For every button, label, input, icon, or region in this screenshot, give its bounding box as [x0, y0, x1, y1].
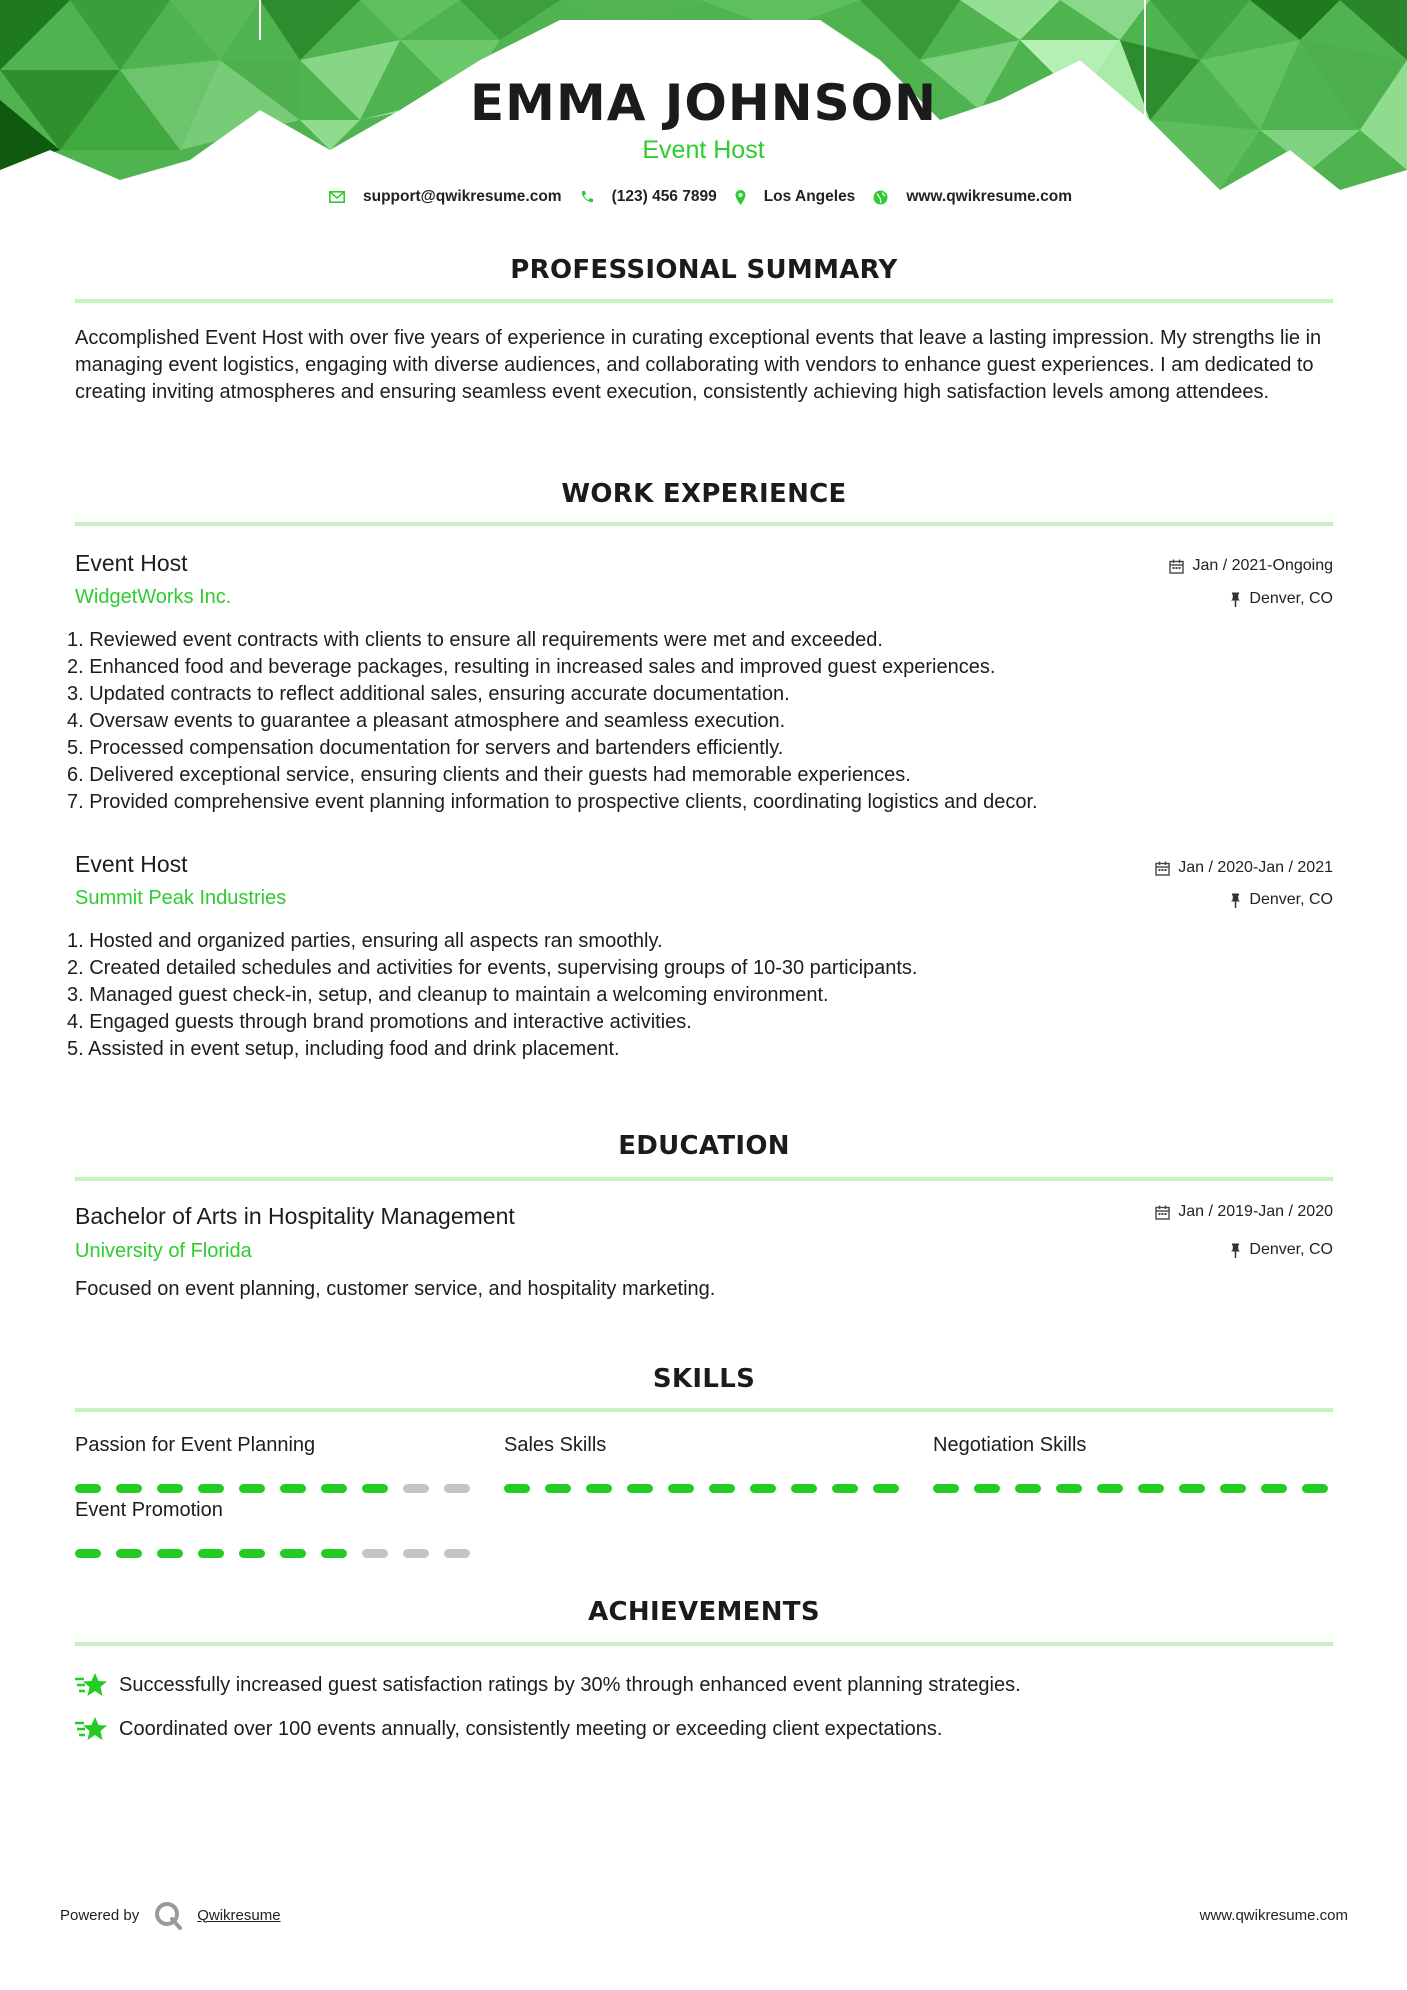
powered-by-label: Powered by — [60, 1906, 140, 1924]
skill-dot-filled — [321, 1484, 347, 1493]
education-school: University of Florida — [75, 1240, 252, 1262]
pushpin-icon — [1230, 1243, 1241, 1258]
skill-dot-filled — [116, 1549, 142, 1558]
skill-dot-filled — [321, 1549, 347, 1558]
skill-dot-filled — [1302, 1484, 1328, 1493]
experience-divider — [75, 522, 1333, 526]
education-degree: Bachelor of Arts in Hospitality Management — [75, 1203, 515, 1229]
summary-divider — [75, 299, 1333, 303]
map-pin-icon — [735, 190, 746, 205]
skill-dot-filled — [832, 1484, 858, 1493]
list-item: 4. Oversaw events to guarantee a pleasant atmosphere and seamless execution. — [67, 710, 786, 732]
job-1-location-text: Denver, CO — [1249, 590, 1333, 607]
star-icon — [75, 1670, 109, 1700]
skill-dot-empty — [403, 1484, 429, 1493]
skills-heading: SKILLS — [652, 1364, 756, 1394]
envelope-icon — [329, 191, 345, 203]
skill-dot-filled — [1097, 1484, 1123, 1493]
summary-text: Accomplished Event Host with over five years of experience in curating exceptional events that leave a lasting impression. My strengths lie in managing event logistics, engaging with diverse audiences, and collaborating with vendors to enhance guest experiences. I am dedicated to creating inviting atmospheres and ensuring seamless event execution, consistently achieving high satisfaction levels among attendees. — [75, 327, 1322, 403]
calendar-icon — [1155, 1205, 1170, 1220]
skills-divider — [75, 1408, 1333, 1412]
phone-icon — [580, 190, 594, 204]
contact-location — [735, 188, 856, 206]
skill-dot-empty — [403, 1549, 429, 1558]
globe-icon — [873, 190, 888, 205]
qwikresume-logo-icon — [153, 1900, 183, 1930]
achievements-divider — [75, 1642, 1333, 1646]
skill-name: Sales Skills — [504, 1434, 607, 1456]
skill-dot-filled — [157, 1484, 183, 1493]
education-location — [1230, 1241, 1333, 1259]
pushpin-icon — [1230, 592, 1241, 607]
email-text: support@qwikresume.com — [363, 188, 562, 205]
job-2-company: Summit Peak Industries — [75, 887, 287, 909]
skill-name: Negotiation Skills — [933, 1434, 1087, 1456]
footer-powered-by — [60, 1900, 281, 1930]
skill-dot-filled — [239, 1549, 265, 1558]
education-divider — [75, 1177, 1333, 1181]
skill-dot-filled — [873, 1484, 899, 1493]
skill-dot-filled — [974, 1484, 1000, 1493]
location-text: Los Angeles — [763, 188, 856, 205]
star-icon — [75, 1714, 109, 1744]
skill-item — [75, 1434, 475, 1493]
calendar-icon — [1169, 559, 1184, 574]
skill-level-meter — [75, 1484, 475, 1493]
contact-website[interactable] — [873, 188, 1072, 206]
job-2-dates-text: Jan / 2020-Jan / 2021 — [1178, 859, 1333, 876]
list-item: 5. Assisted in event setup, including food and drink placement. — [67, 1038, 620, 1060]
contact-bar — [0, 188, 1407, 206]
list-item: 2. Created detailed schedules and activities for events, supervising groups of 10-30 participants. — [67, 957, 918, 979]
skill-dot-filled — [280, 1549, 306, 1558]
skill-level-meter — [75, 1549, 475, 1558]
footer-website[interactable]: www.qwikresume.com — [1199, 1907, 1348, 1924]
skill-dot-filled — [239, 1484, 265, 1493]
skill-dot-filled — [1220, 1484, 1246, 1493]
skill-dot-filled — [280, 1484, 306, 1493]
skill-dot-filled — [791, 1484, 817, 1493]
skill-dot-filled — [362, 1484, 388, 1493]
job-1-bullets — [67, 627, 1337, 816]
skill-dot-filled — [586, 1484, 612, 1493]
skill-dot-filled — [1138, 1484, 1164, 1493]
skill-dot-filled — [627, 1484, 653, 1493]
skill-item — [75, 1499, 475, 1558]
education-dates-text: Jan / 2019-Jan / 2020 — [1178, 1203, 1333, 1220]
skill-dot-filled — [933, 1484, 959, 1493]
website-text: www.qwikresume.com — [906, 188, 1072, 205]
skill-dot-filled — [75, 1484, 101, 1493]
list-item: 2. Enhanced food and beverage packages, resulting in increased sales and improved guest experiences. — [67, 656, 996, 678]
job-1-title: Event Host — [75, 550, 188, 576]
skill-name: Event Promotion — [75, 1499, 223, 1521]
skill-item — [504, 1434, 904, 1493]
education-dates — [1155, 1203, 1333, 1221]
skill-dot-filled — [1261, 1484, 1287, 1493]
contact-email[interactable] — [329, 188, 562, 206]
skill-dot-empty — [444, 1484, 470, 1493]
skill-item — [933, 1434, 1333, 1493]
skill-dot-filled — [1056, 1484, 1082, 1493]
qwikresume-link[interactable]: Qwikresume — [197, 1906, 281, 1924]
list-item: 4. Engaged guests through brand promotions and interactive activities. — [67, 1011, 692, 1033]
candidate-name: EMMA JOHNSON — [470, 74, 937, 132]
experience-heading: WORK EXPERIENCE — [561, 479, 847, 509]
skill-dot-empty — [444, 1549, 470, 1558]
skill-dot-filled — [668, 1484, 694, 1493]
job-1-dates — [1169, 557, 1333, 575]
skill-dot-filled — [157, 1549, 183, 1558]
job-2-bullets — [67, 928, 1337, 1063]
skill-dot-filled — [545, 1484, 571, 1493]
pushpin-icon — [1230, 893, 1241, 908]
list-item: 6. Delivered exceptional service, ensuring clients and their guests had memorable experiences. — [67, 764, 911, 786]
skill-dot-empty — [362, 1549, 388, 1558]
achievement-item — [75, 1670, 1021, 1700]
skill-dot-filled — [750, 1484, 776, 1493]
candidate-title: Event Host — [642, 136, 765, 164]
job-2-location-text: Denver, CO — [1249, 891, 1333, 908]
achievement-text: Successfully increased guest satisfaction ratings by 30% through enhanced event planning strategies. — [119, 1673, 1021, 1696]
list-item: 3. Updated contracts to reflect additional sales, ensuring accurate documentation. — [67, 683, 790, 705]
list-item: 5. Processed compensation documentation for servers and bartenders efficiently. — [67, 737, 784, 759]
contact-phone[interactable] — [580, 188, 717, 206]
skill-dot-filled — [198, 1484, 224, 1493]
job-2-title: Event Host — [75, 851, 188, 877]
skill-dot-filled — [116, 1484, 142, 1493]
skill-level-meter — [504, 1484, 904, 1493]
skill-name: Passion for Event Planning — [75, 1434, 316, 1456]
job-1-location — [1230, 590, 1333, 608]
calendar-icon — [1155, 861, 1170, 876]
job-2-location — [1230, 891, 1333, 909]
skill-level-meter — [933, 1484, 1333, 1493]
skill-dot-filled — [709, 1484, 735, 1493]
job-2-dates — [1155, 859, 1333, 877]
list-item: 3. Managed guest check-in, setup, and cleanup to maintain a welcoming environment. — [67, 984, 829, 1006]
list-item: 1. Hosted and organized parties, ensuring all aspects ran smoothly. — [67, 930, 663, 952]
skill-dot-filled — [504, 1484, 530, 1493]
skill-dot-filled — [1015, 1484, 1041, 1493]
list-item: 1. Reviewed event contracts with clients to ensure all requirements were met and exceeded. — [67, 629, 883, 651]
achievement-item — [75, 1714, 942, 1744]
achievements-heading: ACHIEVEMENTS — [588, 1597, 820, 1627]
education-location-text: Denver, CO — [1249, 1241, 1333, 1258]
job-1-company: WidgetWorks Inc. — [75, 586, 232, 608]
skill-dot-filled — [198, 1549, 224, 1558]
list-item: 7. Provided comprehensive event planning information to prospective clients, coordinating logistics and decor. — [67, 791, 1038, 813]
achievement-text: Coordinated over 100 events annually, consistently meeting or exceeding client expectations. — [119, 1717, 943, 1740]
summary-heading: PROFESSIONAL SUMMARY — [510, 255, 898, 285]
education-heading: EDUCATION — [618, 1131, 790, 1161]
phone-text: (123) 456 7899 — [611, 188, 717, 205]
skill-dot-filled — [75, 1549, 101, 1558]
job-1-dates-text: Jan / 2021-Ongoing — [1192, 557, 1333, 574]
education-description: Focused on event planning, customer service, and hospitality marketing. — [75, 1278, 716, 1300]
skill-dot-filled — [1179, 1484, 1205, 1493]
